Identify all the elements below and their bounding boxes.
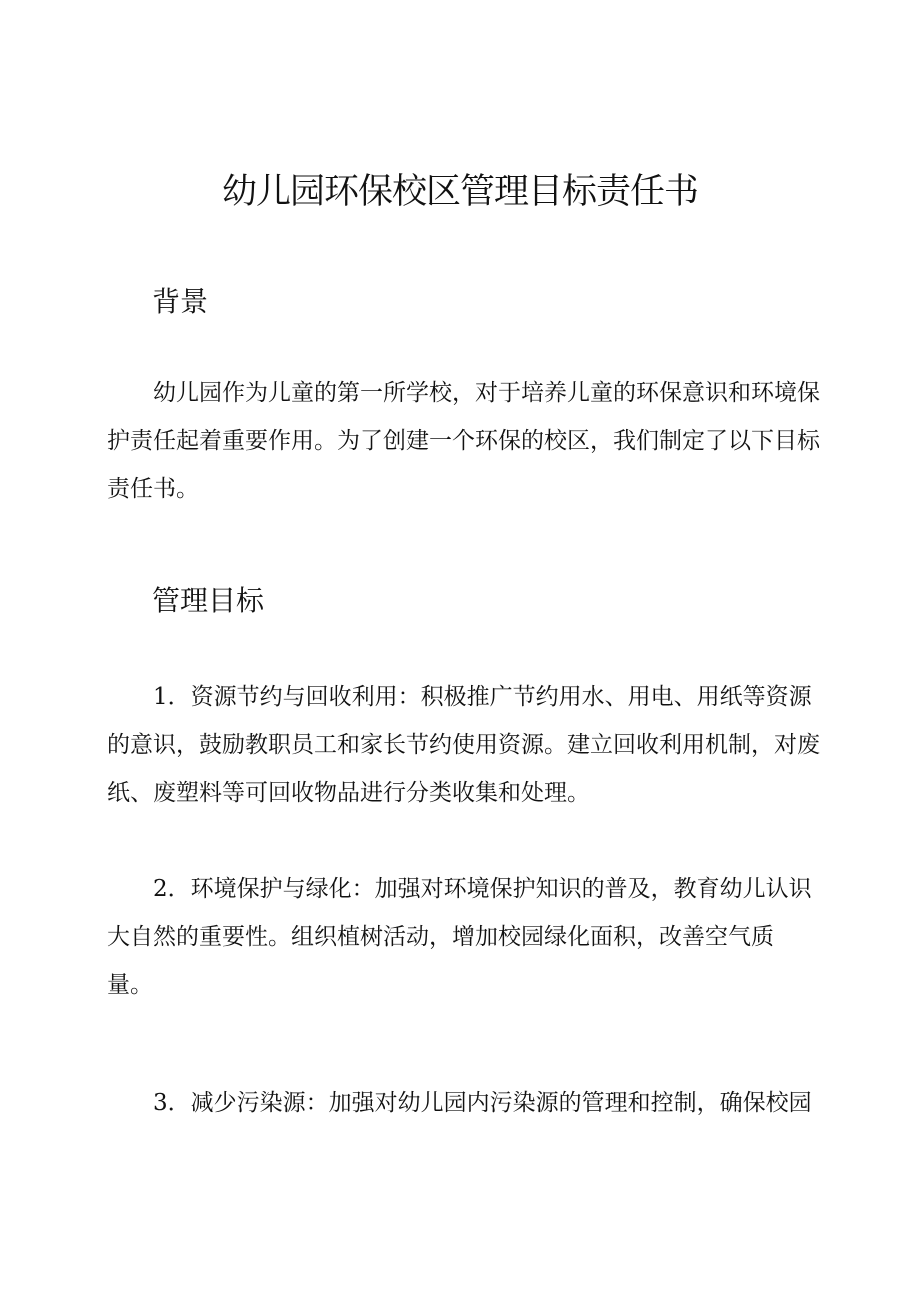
goal-item-1: [107, 673, 827, 817]
goal-item-3: [107, 1079, 827, 1127]
background-paragraph: [107, 369, 827, 513]
paragraph-line: 幼儿园作为儿童的第一所学校，对于培养儿童的环保意识和环境保: [153, 380, 820, 406]
paragraph-line: 大自然的重要性。组织植树活动，增加校园绿化面积，改善空气质: [107, 924, 774, 950]
paragraph-line: 护责任起着重要作用。为了创建一个环保的校区，我们制定了以下目标: [107, 428, 820, 454]
paragraph-line: 3．减少污染源：加强对幼儿园内污染源的管理和控制，确保校园: [153, 1090, 812, 1116]
section-heading-management-goals: 管理目标: [152, 584, 265, 617]
paragraph-line: 纸、废塑料等可回收物品进行分类收集和处理。: [107, 780, 590, 806]
document-title: 幼儿园环保校区管理目标责任书: [221, 172, 698, 212]
goal-item-2: [107, 865, 827, 1009]
paragraph-line: 1．资源节约与回收利用：积极推广节约用水、用电、用纸等资源: [153, 684, 812, 710]
paragraph-line: 的意识，鼓励教职员工和家长节约使用资源。建立回收利用机制，对废: [107, 732, 820, 758]
paragraph-line: 量。: [107, 972, 153, 998]
paragraph-line: 2．环境保护与绿化：加强对环境保护知识的普及，教育幼儿认识: [153, 876, 812, 902]
section-heading-background: 背景: [152, 285, 209, 318]
paragraph-line: 责任书。: [107, 476, 199, 502]
